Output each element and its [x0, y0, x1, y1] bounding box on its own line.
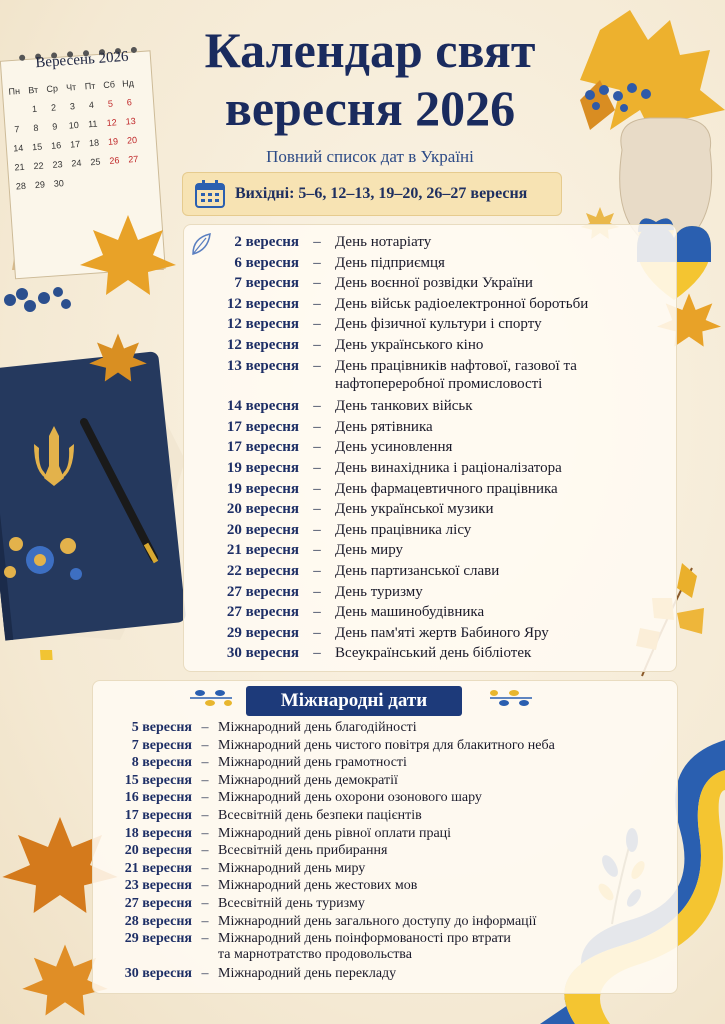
- date-label: 28 вересня: [124, 913, 192, 929]
- desk-calendar-cell: 25: [90, 156, 101, 168]
- desk-calendar-cell: 3: [69, 101, 76, 112]
- sprig-icon: [488, 686, 534, 710]
- desk-calendar-cell: 1: [31, 103, 38, 115]
- date-label: 12 вересня: [226, 316, 299, 333]
- desk-calendar-cell: 15: [31, 141, 43, 153]
- holiday-name: День танкових військ: [335, 398, 473, 415]
- date-label: 27 вересня: [124, 896, 192, 911]
- date-label: 20 вересня: [226, 521, 299, 538]
- date-label: 16 вересня: [124, 790, 192, 806]
- ukraine-date-row: [183, 315, 542, 333]
- dash-separator: –: [201, 843, 209, 859]
- international-day-name: Міжнародний день жестових мов: [218, 878, 418, 894]
- desk-calendar-cell: 28: [15, 180, 27, 192]
- desk-calendar-cell: 5: [107, 98, 114, 109]
- sprig-icon: [188, 686, 234, 710]
- ukraine-date-row: [183, 583, 423, 601]
- dash-separator: –: [313, 480, 321, 497]
- dash-separator: –: [201, 755, 209, 771]
- holiday-name: День туризму: [335, 583, 423, 600]
- dash-separator: –: [201, 720, 209, 735]
- date-label: 27 вересня: [226, 583, 299, 600]
- desk-calendar-cell: 18: [88, 137, 100, 149]
- date-label: 21 вересня: [124, 860, 192, 876]
- international-day-name: Міжнародний день миру: [218, 860, 366, 876]
- desk-calendar-cell: 8: [33, 122, 39, 134]
- ukraine-date-row: [183, 644, 531, 662]
- desk-calendar-cell: 10: [68, 119, 80, 131]
- date-label: 13 вересня: [226, 357, 299, 374]
- desk-calendar-cell: 19: [107, 136, 119, 147]
- ukraine-date-row: [183, 418, 433, 436]
- holiday-name: День українського кіно: [335, 337, 484, 353]
- desk-calendar-cell: Чт: [65, 82, 77, 93]
- holiday-name: День усиновлення: [335, 439, 453, 456]
- holiday-name: День винахідника і раціоналізатора: [335, 459, 562, 476]
- ukraine-date-row: [183, 295, 588, 313]
- dash-separator: –: [313, 418, 321, 435]
- desk-calendar-cell: Пт: [84, 80, 96, 92]
- international-day-name: Міжнародний день грамотності: [218, 755, 407, 771]
- date-label: 17 вересня: [226, 439, 299, 456]
- desk-calendar-cell: 21: [14, 161, 25, 173]
- desk-calendar-cell: 26: [109, 155, 120, 166]
- international-date-row: [92, 931, 511, 963]
- dash-separator: –: [313, 398, 321, 415]
- ukraine-date-row: [183, 274, 533, 292]
- holiday-name: День фізичної культури і спорту: [335, 316, 542, 333]
- dash-separator: –: [313, 234, 321, 250]
- weekend-banner: [182, 172, 562, 216]
- desk-calendar-cell: 20: [126, 134, 138, 146]
- international-day-name: Міжнародний день перекладу: [218, 966, 397, 982]
- ukraine-date-row: [183, 357, 577, 393]
- dash-separator: –: [313, 562, 321, 579]
- date-label: 17 вересня: [226, 418, 299, 435]
- maple-leaf-decoration: [88, 330, 148, 385]
- holiday-name: День нотаріату: [335, 234, 432, 250]
- dash-separator: –: [313, 583, 321, 600]
- ukraine-date-row: [183, 397, 473, 415]
- date-label: 17 вересня: [124, 808, 192, 823]
- international-day-name: Всесвітній день безпеки пацієнтів: [218, 808, 422, 823]
- desk-calendar-cell: [87, 183, 106, 184]
- dash-separator: –: [313, 357, 321, 374]
- desk-calendar-cell: 9: [51, 121, 58, 132]
- date-label: 5 вересня: [131, 720, 192, 735]
- international-day-name: Міжнародний день чистого повітря для блакитного неба: [218, 737, 555, 753]
- date-label: 6 вересня: [234, 254, 299, 271]
- international-day-name: Міжнародний день загального доступу до інформації: [218, 913, 537, 929]
- dash-separator: –: [201, 878, 209, 894]
- desk-calendar-cell: Вт: [27, 84, 39, 96]
- desk-calendar-cell: 24: [71, 157, 82, 169]
- ukraine-date-row: [183, 254, 445, 272]
- desk-calendar-cell: 23: [52, 159, 63, 170]
- desk-calendar-cell: 12: [106, 117, 118, 128]
- desk-calendar-cell: 2: [50, 102, 57, 113]
- dash-separator: –: [313, 542, 321, 559]
- international-date-row: [92, 773, 398, 789]
- page-subtitle: Повний список дат в Україні: [266, 147, 474, 166]
- ukraine-date-row: [183, 541, 403, 559]
- page-title-line-1: Календар свят: [204, 22, 536, 78]
- dash-separator: –: [201, 966, 209, 982]
- maple-leaf-decoration: [78, 210, 178, 300]
- international-day-name: Всесвітній день туризму: [218, 896, 365, 911]
- blue-berries-decoration: [0, 280, 90, 340]
- international-day-name: Міжнародний день поінформованості про втрати та марнотратство продовольства: [218, 931, 511, 963]
- desk-calendar-cell: 13: [125, 115, 137, 127]
- date-label: 21 вересня: [226, 542, 299, 559]
- dash-separator: –: [201, 896, 209, 911]
- dash-separator: –: [313, 316, 321, 333]
- date-label: 12 вересня: [226, 337, 299, 353]
- ukraine-date-row: [183, 336, 483, 354]
- date-label: 7 вересня: [234, 275, 299, 292]
- date-label: 14 вересня: [226, 398, 299, 415]
- date-label: 19 вересня: [226, 480, 299, 497]
- dash-separator: –: [313, 295, 321, 312]
- desk-calendar-cell: 6: [126, 97, 133, 108]
- date-label: 15 вересня: [124, 772, 192, 788]
- calendar-icon: [195, 180, 225, 208]
- date-label: 19 вересня: [226, 459, 299, 476]
- international-dates-title: Міжнародні дати: [246, 686, 462, 716]
- ukraine-date-row: [183, 233, 431, 251]
- date-label: 29 вересня: [124, 931, 192, 947]
- dash-separator: –: [201, 772, 209, 788]
- dash-separator: –: [313, 645, 321, 662]
- holiday-name: День української музики: [335, 501, 494, 518]
- holiday-name: День працівника лісу: [335, 521, 472, 538]
- ukraine-date-row: [183, 500, 494, 518]
- desk-calendar-cell: 7: [14, 124, 20, 135]
- ukraine-date-row: [183, 603, 484, 621]
- ukraine-date-row: [183, 459, 562, 477]
- desk-calendar-cell: Нд: [121, 77, 135, 89]
- holiday-name: День партизанської слави: [335, 562, 500, 579]
- dash-separator: –: [313, 521, 321, 538]
- desk-calendar-cell: [6, 113, 25, 114]
- page-title-line-2: вересня 2026: [224, 80, 516, 136]
- international-date-row: [92, 790, 482, 806]
- desk-calendar-cell: Пн: [8, 85, 21, 97]
- desk-calendar-cell: [69, 184, 88, 185]
- date-label: 12 вересня: [226, 295, 299, 312]
- dash-separator: –: [313, 459, 321, 476]
- holiday-name: День фармацевтичного працівника: [335, 480, 558, 497]
- dash-separator: –: [313, 624, 321, 641]
- date-label: 22 вересня: [226, 562, 299, 579]
- holiday-name: День працівників нафтової, газової та нафтопереробної промисловості: [335, 357, 577, 392]
- desk-calendar-grid: [4, 73, 152, 196]
- date-label: 29 вересня: [226, 624, 299, 641]
- ukraine-date-row: [183, 480, 558, 498]
- dash-separator: –: [201, 790, 209, 806]
- holiday-name: День військ радіоелектронної боротьби: [335, 295, 589, 312]
- desk-calendar-cell: 17: [69, 138, 81, 150]
- international-date-row: [92, 720, 417, 736]
- date-label: 23 вересня: [124, 878, 192, 894]
- date-label: 27 вересня: [226, 604, 299, 621]
- dash-separator: –: [201, 913, 209, 929]
- desk-calendar-cell: 4: [88, 99, 95, 111]
- dash-separator: –: [313, 254, 321, 271]
- international-day-name: Міжнародний день благодійності: [218, 720, 417, 735]
- date-label: 20 вересня: [124, 843, 192, 859]
- international-date-row: [92, 878, 417, 894]
- dash-separator: –: [313, 439, 321, 456]
- desk-calendar-cell: 22: [33, 160, 44, 172]
- ukraine-date-row: [183, 624, 549, 642]
- date-label: 18 вересня: [124, 825, 192, 841]
- dash-separator: –: [201, 808, 209, 823]
- weekend-text: Вихідні: 5–6, 12–13, 19–20, 26–27 вересня: [235, 185, 528, 202]
- dash-separator: –: [201, 737, 209, 753]
- international-date-row: [92, 966, 396, 982]
- desk-calendar-cell: [106, 182, 125, 183]
- desk-calendar-cell: [125, 180, 144, 181]
- desk-calendar-cell: 16: [50, 140, 62, 151]
- international-date-row: [92, 755, 407, 771]
- desk-calendar-cell: Ср: [46, 83, 59, 95]
- desk-calendar-cell: 11: [87, 118, 98, 130]
- ukraine-date-row: [183, 438, 452, 456]
- dash-separator: –: [313, 604, 321, 621]
- international-date-row: [92, 843, 387, 859]
- holiday-name: День пам'яті жертв Бабиного Яру: [335, 624, 549, 641]
- international-date-row: [92, 738, 555, 754]
- international-day-name: Міжнародний день демократії: [218, 772, 398, 788]
- date-label: 2 вересня: [234, 234, 299, 250]
- international-day-name: Всесвітній день прибирання: [218, 843, 388, 859]
- desk-calendar-cell: 29: [34, 179, 46, 191]
- date-label: 7 вересня: [131, 737, 192, 753]
- international-date-row: [92, 914, 536, 930]
- ukraine-date-row: [183, 521, 471, 539]
- dash-separator: –: [201, 860, 209, 876]
- dash-separator: –: [313, 275, 321, 292]
- holiday-name: День машинобудівника: [335, 604, 485, 621]
- dash-separator: –: [313, 337, 321, 353]
- date-label: 8 вересня: [131, 755, 192, 771]
- date-label: 20 вересня: [226, 501, 299, 518]
- international-day-name: Міжнародний день рівної оплати праці: [218, 825, 452, 841]
- desk-calendar-cell: 30: [53, 178, 65, 189]
- international-date-row: [92, 826, 451, 842]
- desk-calendar-month: Вересень 2026: [34, 48, 130, 72]
- international-date-row: [92, 896, 365, 912]
- dash-separator: –: [313, 501, 321, 518]
- dash-separator: –: [201, 825, 209, 841]
- ukraine-date-row: [183, 562, 499, 580]
- desk-calendar-cell: Сб: [102, 79, 116, 91]
- holiday-name: День миру: [335, 542, 404, 559]
- date-label: 30 вересня: [124, 966, 192, 982]
- dash-separator: –: [201, 931, 209, 947]
- international-date-row: [92, 861, 365, 877]
- desk-calendar-cell: 27: [127, 153, 139, 165]
- desk-calendar-cell: 14: [12, 142, 24, 154]
- date-label: 30 вересня: [226, 645, 299, 662]
- holiday-name: День підприємця: [335, 254, 445, 271]
- international-day-name: Міжнародний день охорони озонового шару: [218, 790, 482, 806]
- holiday-name: День воєнної розвідки України: [335, 275, 533, 292]
- holiday-name: День рятівника: [335, 418, 433, 435]
- international-date-row: [92, 808, 422, 824]
- holiday-name: Всеукраїнський день бібліотек: [335, 645, 532, 662]
